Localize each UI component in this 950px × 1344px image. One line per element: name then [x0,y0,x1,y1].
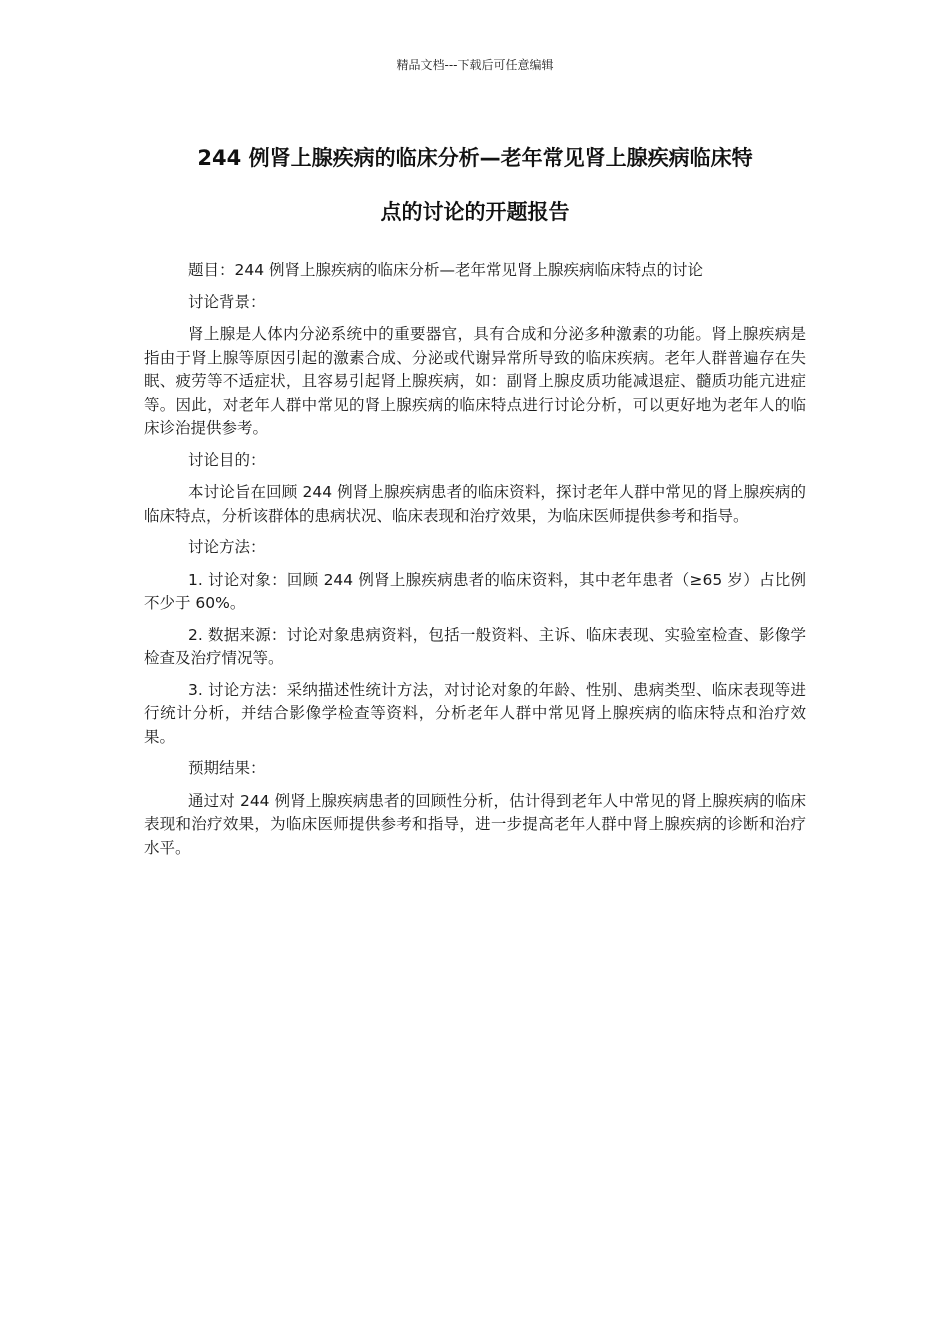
method-item-3: 3. 讨论方法：采纳描述性统计方法，对讨论对象的年龄、性别、患病类型、临床表现等进行统计分析，并结合影像学检查等资料，分析老年人群中常见肾上腺疾病的临床特点和治疗效果。 [144,680,806,746]
title-line-2: 点的讨论的开题报告 [380,200,570,224]
background-paragraph: 肾上腺是人体内分泌系统中的重要器官，具有合成和分泌多种激素的功能。肾上腺疾病是指由于肾上腺等原因引起的激素合成、分泌或代谢异常所导致的临床疾病。老年人群普遍存在失眠、疲劳等不适症状，且容易引起肾上腺疾病，如：副肾上腺皮质功能减退症、髓质功能亢进症等。因此，对老年人群中常见的肾上腺疾病的临床特点进行讨论分析，可以更好地为老年人的临床诊治提供参考。 [144,325,806,437]
section-heading-methods: 讨论方法： [188,538,266,556]
title-line-1: 244 例肾上腺疾病的临床分析—老年常见肾上腺疾病临床特 [197,146,753,170]
section-heading-purpose: 讨论目的： [188,450,266,469]
section-heading-expected-results: 预期结果： [188,759,266,777]
subject-paragraph: 题目：244 例肾上腺疾病的临床分析—老年常见肾上腺疾病临床特点的讨论 [188,261,704,279]
method-item-1: 1. 讨论对象：回顾 244 例肾上腺疾病患者的临床资料，其中老年患者（≥65 岁）占比例不少于 60%。 [144,570,806,612]
document-body [144,259,806,868]
section-heading-background: 讨论背景： [188,292,266,311]
expected-results-paragraph: 通过对 244 例肾上腺疾病患者的回顾性分析，估计得到老年人中常见的肾上腺疾病的临床表现和治疗效果，为临床医师提供参考和指导，进一步提高老年人群中肾上腺疾病的诊断和治疗水平。 [144,791,806,857]
method-item-2: 2. 数据来源：讨论对象患病资料，包括一般资料、主诉、临床表现、实验室检查、影像学检查及治疗情况等。 [144,625,806,667]
header-note: 精品文档---下载后可任意编辑 [396,58,554,72]
document-title [140,131,810,239]
purpose-paragraph: 本讨论旨在回顾 244 例肾上腺疾病患者的临床资料，探讨老年人群中常见的肾上腺疾病的临床特点，分析该群体的患病状况、临床表现和治疗效果，为临床医师提供参考和指导。 [144,483,806,525]
